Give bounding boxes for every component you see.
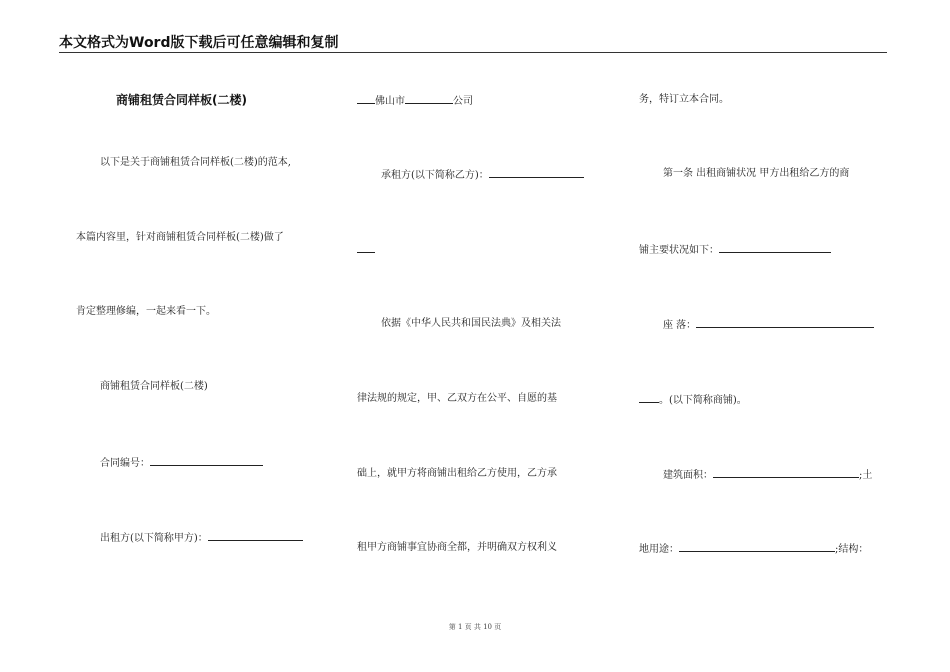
location-label: 座 落： bbox=[663, 320, 697, 331]
company-row bbox=[357, 93, 473, 109]
lessor-label: 出租方(以下简称甲方)： bbox=[100, 533, 208, 544]
contract-title: 商铺租赁合同样板(二楼) bbox=[116, 93, 247, 107]
area-suffix: ;土 bbox=[859, 470, 873, 481]
contract-subtitle: 商铺租赁合同样板(二楼) bbox=[100, 381, 208, 392]
land-use-row bbox=[639, 541, 868, 557]
location-blank[interactable] bbox=[696, 317, 874, 328]
intro-line-2: 本篇内容里，针对商铺租赁合同样板(二楼)做了 bbox=[76, 232, 284, 243]
contract-number-label: 合同编号： bbox=[100, 458, 150, 469]
basis-line-3: 础上，就甲方将商铺出租给乙方使用，乙方承 bbox=[357, 468, 557, 479]
article-1-line-1: 第一条 出租商铺状况 甲方出租给乙方的商 bbox=[663, 168, 850, 179]
basis-line-4: 租甲方商铺事宜协商全都，并明确双方权利义 bbox=[357, 542, 557, 553]
intro-line-1: 以下是关于商铺租赁合同样板(二楼)的范本, bbox=[100, 157, 291, 168]
lessor-blank[interactable] bbox=[208, 530, 303, 541]
continuation-line: 务，特订立本合同。 bbox=[639, 94, 729, 105]
page-footer: 第 1 页 共 10 页 bbox=[448, 623, 502, 631]
company-blank-1[interactable] bbox=[357, 93, 375, 104]
company-suffix: 公司 bbox=[453, 96, 473, 107]
lessee-blank[interactable] bbox=[489, 167, 584, 178]
lessee-row bbox=[381, 167, 584, 183]
land-use-blank[interactable] bbox=[679, 541, 835, 552]
document-header: 本文格式为Word版下载后可任意编辑和复制 bbox=[59, 34, 887, 53]
column-2 bbox=[357, 0, 607, 672]
location-blank-continued[interactable] bbox=[639, 392, 659, 403]
area-label: 建筑面积： bbox=[663, 470, 713, 481]
location-continued-row bbox=[639, 392, 747, 408]
contract-number-row bbox=[100, 455, 263, 471]
company-city: 佛山市 bbox=[375, 96, 405, 107]
company-blank-2[interactable] bbox=[405, 93, 453, 104]
status-blank[interactable] bbox=[719, 242, 831, 253]
basis-line-1: 依据《中华人民共和国民法典》及相关法 bbox=[381, 318, 561, 329]
contract-number-blank[interactable] bbox=[150, 455, 263, 466]
basis-line-2: 律法规的规定，甲、乙双方在公平、自愿的基 bbox=[357, 393, 557, 404]
lessee-blank-continued[interactable] bbox=[357, 242, 375, 253]
land-use-label: 地用途： bbox=[639, 544, 679, 555]
area-blank[interactable] bbox=[713, 467, 859, 478]
lessee-blank-row bbox=[357, 242, 375, 258]
location-row bbox=[663, 317, 874, 333]
area-row bbox=[663, 467, 872, 483]
article-1-line-2-row bbox=[639, 242, 831, 258]
column-3 bbox=[639, 0, 889, 672]
location-suffix: 。(以下简称商铺)。 bbox=[659, 395, 747, 406]
article-1-line-2: 铺主要状况如下： bbox=[639, 245, 719, 256]
lessor-row bbox=[100, 530, 303, 546]
lessee-label: 承租方(以下简称乙方)： bbox=[381, 170, 489, 181]
structure-label: ;结构： bbox=[835, 544, 869, 555]
column-1 bbox=[76, 0, 326, 672]
intro-line-3: 肯定整理修编，一起来看一下。 bbox=[76, 306, 216, 317]
